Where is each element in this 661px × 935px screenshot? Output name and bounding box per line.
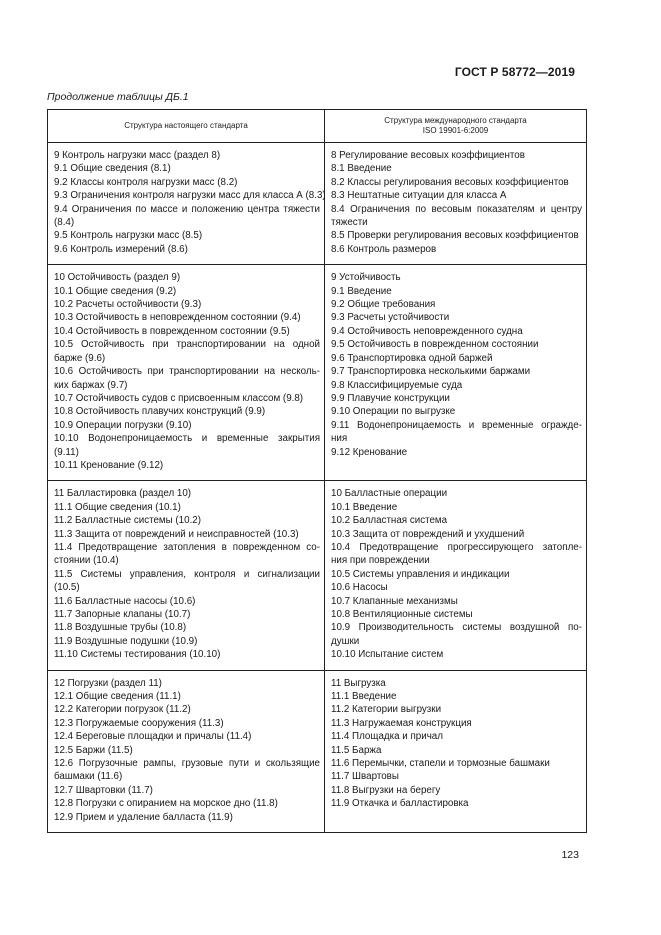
- clause-line: 10.6 Остойчивость при транспортировании на несколь-: [54, 366, 320, 378]
- clause-line: 10.3 Защита от повреждений и ухудшений: [331, 528, 525, 540]
- clause-line: 10.1 Общие сведения (9.2): [54, 285, 177, 297]
- clause-line: башмаки (11.6): [54, 771, 123, 783]
- clause-line: 9.6 Транспортировка одной баржей: [331, 352, 493, 364]
- clause-line: 10.9 Производительность системы воздушной по-: [331, 622, 582, 634]
- clause-line: 11.8 Воздушные трубы (10.8): [54, 622, 187, 634]
- col-header-international-title: Структура международного стандарта: [384, 116, 527, 125]
- clause-line: 9.3 Расчеты устойчивости: [331, 312, 450, 324]
- international-structure-cell: [325, 265, 587, 481]
- clause-line: 9.3 Ограничения контроля нагрузки масс для класса А (8.3): [54, 190, 326, 202]
- clause-line: 9.9 Плавучие конструкции: [331, 392, 450, 404]
- clause-line: 11.7 Швартовы: [331, 771, 399, 783]
- clause-line: 12.7 Швартовки (11.7): [54, 784, 153, 796]
- clause-line: 9.5 Остойчивость в поврежденном состоянии: [331, 339, 539, 351]
- national-structure-cell: [48, 481, 325, 670]
- col-header-international: [325, 110, 587, 143]
- clause-line: 10.4 Предотвращение прогрессирующего затопле-: [331, 541, 582, 553]
- clause-line: ния: [331, 433, 348, 445]
- clause-line: 9.2 Классы контроля нагрузки масс (8.2): [54, 176, 238, 188]
- table-header-row: [48, 110, 587, 143]
- clause-line: 11.9 Откачка и балластировка: [331, 798, 469, 810]
- clause-line: 10.4 Остойчивость в поврежденном состоянии (9.5): [54, 325, 290, 337]
- clause-line: 9.8 Классифицируемые суда: [331, 379, 463, 391]
- international-structure-cell: [325, 143, 587, 265]
- national-structure-cell: [48, 670, 325, 832]
- clause-line: 8.1 Введение: [331, 163, 392, 175]
- clause-line: душки: [331, 635, 360, 647]
- clause-line: 11.4 Предотвращение затопления в поврежденном со-: [54, 541, 320, 553]
- national-structure-cell: [48, 143, 325, 265]
- clause-line: 10 Балластные операции: [331, 488, 448, 500]
- page-number: 123: [561, 849, 579, 861]
- standard-id: ГОСТ Р 58772—2019: [454, 65, 575, 79]
- clause-line: 12.1 Общие сведения (11.1): [54, 691, 181, 703]
- clause-line: 11 Балластировка (раздел 10): [54, 488, 192, 500]
- clause-line: 8.6 Контроль размеров: [331, 243, 437, 255]
- clause-line: 11.2 Балластные системы (10.2): [54, 515, 202, 527]
- col-header-national: Структура настоящего стандарта: [48, 110, 325, 143]
- clause-line: 12.5 Баржи (11.5): [54, 744, 133, 756]
- clause-line: 10.1 Введение: [331, 501, 398, 513]
- clause-line: 9.11 Водонепроницаемость и временные огражде-: [331, 419, 582, 431]
- clause-line: 11.4 Площадка и причал: [331, 731, 443, 743]
- clause-line: 11.3 Защита от повреждений и неисправностей (10.3): [54, 528, 299, 540]
- clause-line: 10.5 Системы управления и индикации: [331, 568, 510, 580]
- clause-line: 10.8 Вентиляционные системы: [331, 609, 473, 620]
- clause-line: 9.1 Общие сведения (8.1): [54, 163, 171, 175]
- clause-line: 10.2 Балластная система: [331, 515, 448, 527]
- clause-line: 9.1 Введение: [331, 285, 392, 297]
- clause-line: 11.9 Воздушные подушки (10.9): [54, 635, 198, 647]
- clause-line: 10.7 Клапанные механизмы: [331, 595, 458, 607]
- clause-line: стоянии (10.4): [54, 555, 119, 567]
- clause-line: 11.1 Введение: [331, 691, 397, 703]
- clause-line: 10.6 Насосы: [331, 582, 388, 594]
- clause-line: 9.7 Транспортировка несколькими баржами: [331, 366, 531, 378]
- clause-line: (10.5): [54, 582, 80, 594]
- clause-line: 12.6 Погрузочные рампы, грузовые пути и скользящие: [54, 758, 320, 770]
- clause-line: ких баржах (9.7): [54, 379, 128, 391]
- table-row: [48, 143, 587, 265]
- clause-line: барже (9.6): [54, 352, 106, 364]
- clause-line: 12.3 Погружаемые сооружения (11.3): [54, 717, 224, 729]
- structure-comparison-table: [47, 109, 587, 833]
- clause-line: 11 Выгрузка: [331, 677, 386, 689]
- clause-line: 10.5 Остойчивость при транспортировании на одной: [54, 339, 320, 351]
- clause-line: 12.2 Категории погрузок (11.2): [54, 704, 191, 716]
- clause-line: 10.8 Остойчивость плавучих конструкций (9.9): [54, 406, 266, 418]
- table-caption: Продолжение таблицы ДБ.1: [47, 91, 189, 103]
- clause-line: 10.10 Испытание систем: [331, 649, 444, 661]
- clause-line: 9.2 Общие требования: [331, 299, 436, 311]
- clause-line: 9.6 Контроль измерений (8.6): [54, 243, 188, 255]
- clause-line: 9.10 Операции по выгрузке: [331, 406, 456, 418]
- international-structure-cell: [325, 481, 587, 670]
- clause-line: 11.6 Балластные насосы (10.6): [54, 595, 196, 607]
- clause-line: 8 Регулирование весовых коэффициентов: [331, 150, 525, 161]
- international-structure-cell: [325, 670, 587, 832]
- clause-line: 11.6 Перемычки, стапели и тормозные башмаки: [331, 758, 550, 770]
- clause-line: 9.4 Ограничения по массе и положению центра тяжести: [54, 203, 320, 215]
- clause-line: 9 Устойчивость: [331, 272, 401, 284]
- col-header-international-code: ISO 19901-6:2009: [422, 126, 489, 135]
- clause-line: 8.2 Классы регулирования весовых коэффициентов: [331, 176, 569, 188]
- clause-line: тяжести: [331, 217, 368, 229]
- clause-line: (8.4): [54, 217, 75, 229]
- clause-line: 10.10 Водонепроницаемость и временные закрытия: [54, 433, 320, 445]
- clause-line: 12 Погрузки (раздел 11): [54, 677, 162, 689]
- clause-line: (9.11): [54, 446, 79, 458]
- clause-line: 8.5 Проверки регулирования весовых коэффициентов: [331, 230, 579, 242]
- clause-line: 9.4 Остойчивость неповрежденного судна: [331, 325, 523, 337]
- table-row: [48, 265, 587, 481]
- clause-line: 11.1 Общие сведения (10.1): [54, 501, 181, 513]
- clause-line: 11.3 Нагружаемая конструкция: [331, 717, 472, 729]
- table-row: [48, 670, 587, 832]
- clause-line: 9 Контроль нагрузки масс (раздел 8): [54, 150, 221, 161]
- table-row: [48, 481, 587, 670]
- clause-line: 12.8 Погрузки с опиранием на морское дно (11.8): [54, 798, 278, 810]
- national-structure-cell: [48, 265, 325, 481]
- clause-line: 11.10 Системы тестирования (10.10): [54, 649, 221, 661]
- clause-line: 10.11 Кренование (9.12): [54, 459, 164, 471]
- clause-line: 10 Остойчивость (раздел 9): [54, 272, 181, 284]
- clause-line: 12.4 Береговые площадки и причалы (11.4): [54, 731, 252, 743]
- clause-line: 11.5 Баржа: [331, 744, 382, 756]
- clause-line: 10.2 Расчеты остойчивости (9.3): [54, 299, 202, 311]
- clause-line: 11.2 Категории выгрузки: [331, 704, 442, 716]
- clause-line: 11.7 Запорные клапаны (10.7): [54, 609, 191, 620]
- clause-line: 12.9 Прием и удаление балласта (11.9): [54, 811, 233, 823]
- clause-line: 10.3 Остойчивость в неповрежденном состоянии (9.4): [54, 312, 301, 324]
- clause-line: 9.5 Контроль нагрузки масс (8.5): [54, 230, 203, 242]
- clause-line: 11.5 Системы управления, контроля и сигнализации: [54, 568, 320, 580]
- clause-line: 8.3 Нештатные ситуации для класса А: [331, 190, 507, 202]
- clause-line: 9.12 Кренование: [331, 446, 408, 458]
- clause-line: 10.9 Операции погрузки (9.10): [54, 419, 192, 431]
- clause-line: 8.4 Ограничения по весовым показателям и центру: [331, 203, 582, 215]
- clause-line: 10.7 Остойчивость судов с присвоенным классом (9.8): [54, 392, 304, 404]
- clause-line: 11.8 Выгрузки на берегу: [331, 784, 441, 796]
- clause-line: ния при повреждении: [331, 555, 430, 567]
